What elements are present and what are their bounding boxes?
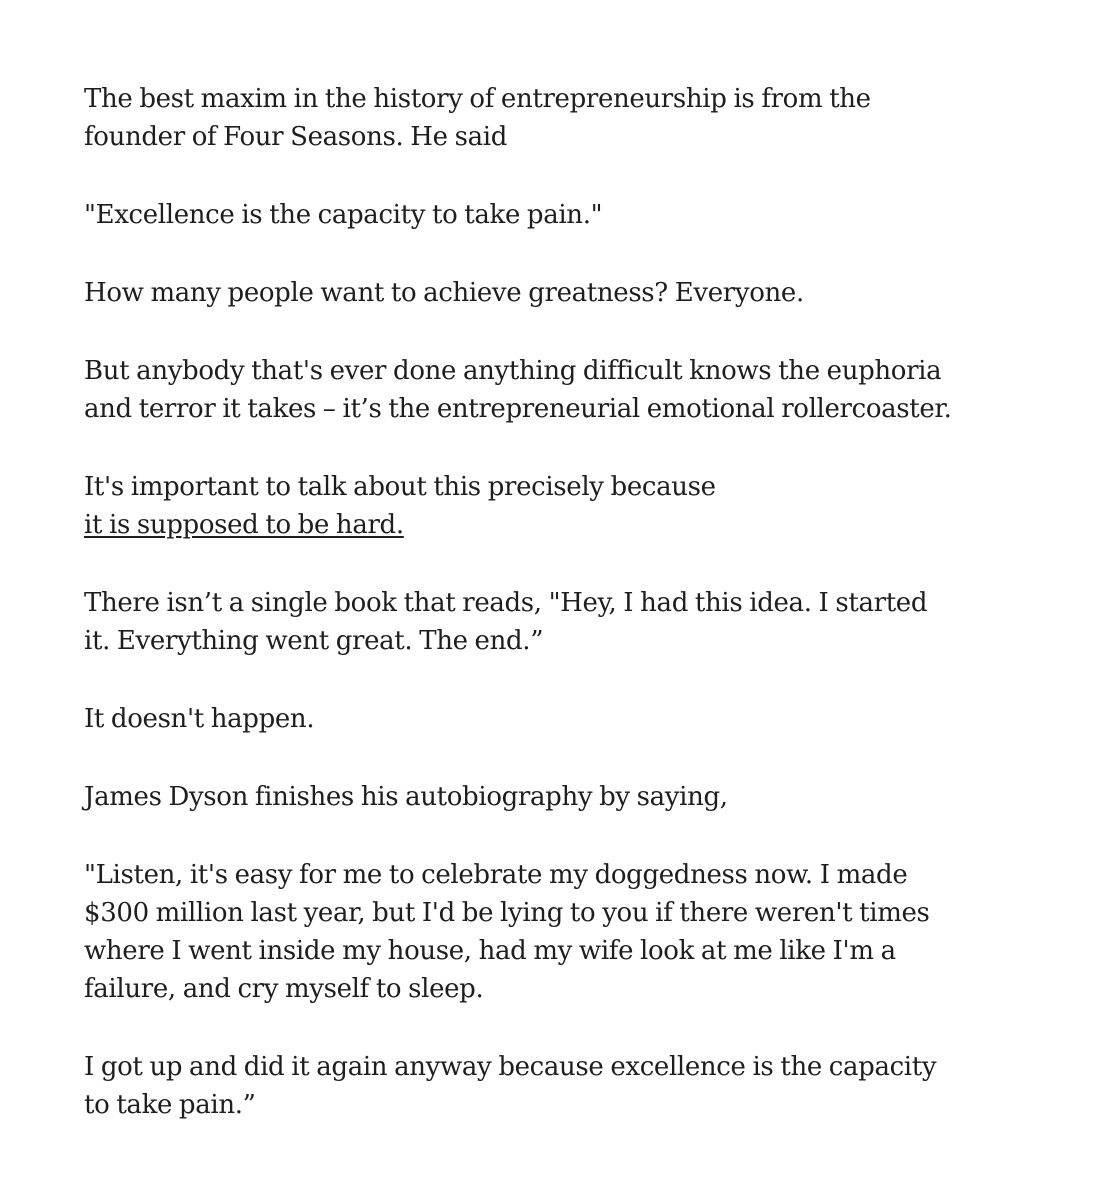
- text-line: The best maxim in the history of entrepreneurship is from the: [84, 84, 871, 114]
- text-line: There isn’t a single book that reads, "Hey, I had this idea. I started: [84, 588, 928, 618]
- text-line: to take pain.”: [84, 1090, 256, 1120]
- paragraph-important-to-talk: [84, 468, 1044, 544]
- text-line: and terror it takes – it’s the entrepreneurial emotional rollercoaster.: [84, 394, 952, 424]
- text-line: $300 million last year, but I'd be lying to you if there weren't times: [84, 898, 930, 928]
- text-line: James Dyson finishes his autobiography by saying,: [84, 782, 728, 812]
- text-line: founder of Four Seasons. He said: [84, 122, 507, 152]
- paragraph-excellence-quote: [84, 196, 1044, 234]
- text-line: It's important to talk about this precisely because: [84, 472, 716, 502]
- paragraph-got-up-again: [84, 1048, 1044, 1124]
- paragraph-doesnt-happen: [84, 700, 1044, 738]
- text-line: where I went inside my house, had my wife look at me like I'm a: [84, 936, 896, 966]
- paragraph-greatness-question: [84, 274, 1044, 312]
- text-line: I got up and did it again anyway because excellence is the capacity: [84, 1052, 937, 1082]
- text-line: "Listen, it's easy for me to celebrate my doggedness now. I made: [84, 860, 908, 890]
- paragraph-dyson-quote: [84, 856, 1044, 1008]
- underlined-text-line: it is supposed to be hard.: [84, 510, 404, 540]
- text-line: "Excellence is the capacity to take pain.": [84, 200, 603, 230]
- text-line: It doesn't happen.: [84, 704, 315, 734]
- text-line: failure, and cry myself to sleep.: [84, 974, 484, 1004]
- paragraph-james-dyson: [84, 778, 1044, 816]
- paragraph-no-single-book: [84, 584, 1044, 660]
- paragraph-maxim-intro: [84, 80, 1044, 156]
- document-body: [84, 80, 1044, 1164]
- text-line: it. Everything went great. The end.”: [84, 626, 544, 656]
- text-line: How many people want to achieve greatness? Everyone.: [84, 278, 804, 308]
- paragraph-euphoria-terror: [84, 352, 1044, 428]
- text-line: But anybody that's ever done anything difficult knows the euphoria: [84, 356, 942, 386]
